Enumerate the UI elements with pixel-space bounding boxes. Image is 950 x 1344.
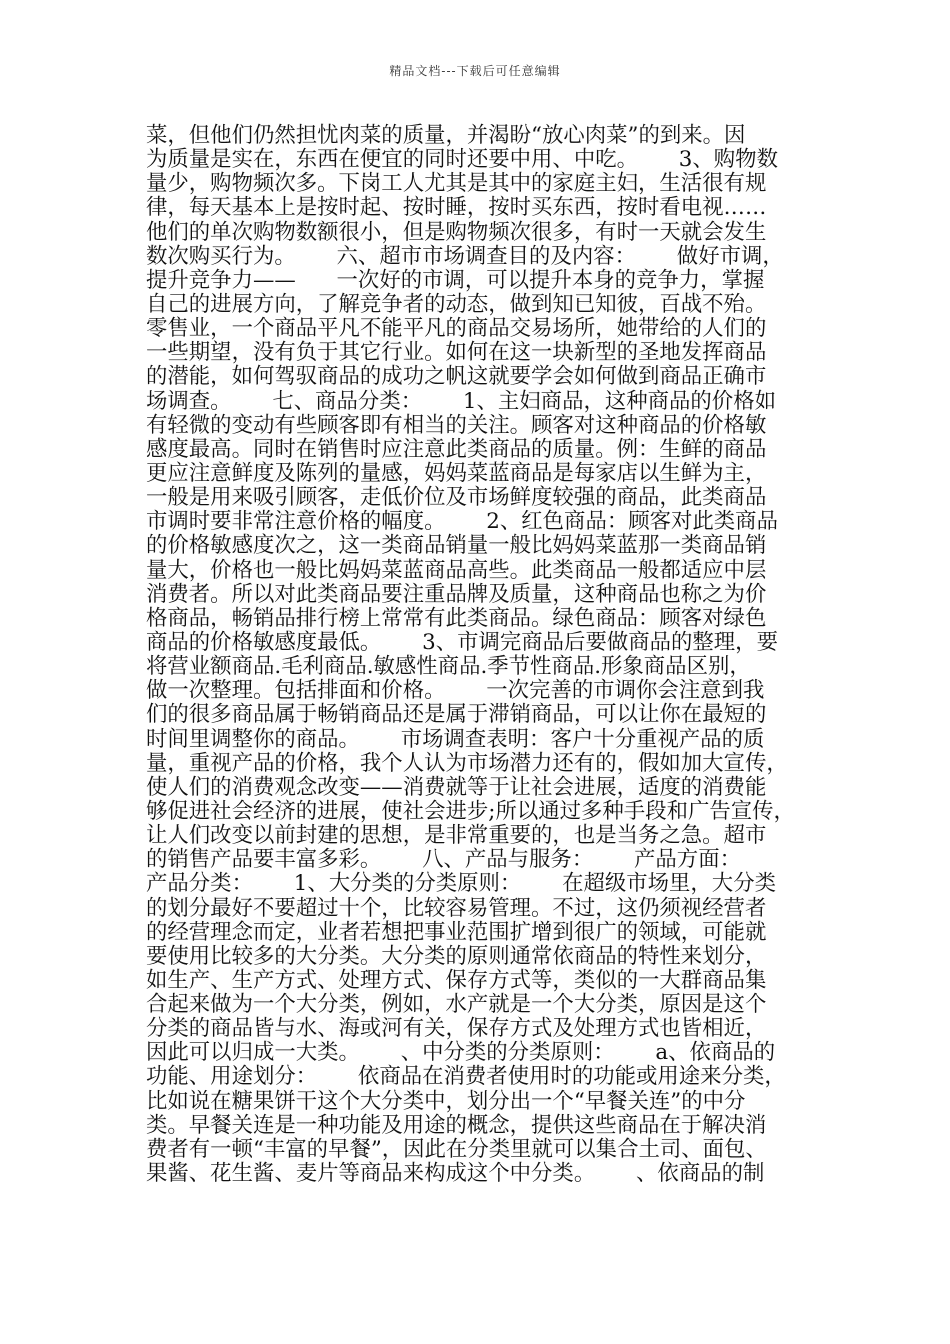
text-line: 比如说在糖果饼干这个大分类中，划分出一个“早餐关连”的中分 <box>146 1088 746 1114</box>
text-line: 一般是用来吸引顾客，走低价位及市场鲜度较强的商品，此类商品 <box>146 485 767 511</box>
page-header: 精品文档---下载后可任意编辑 <box>389 64 561 78</box>
text-line: 产品分类： 1、大分类的分类原则： 在超级市场里，大分类 <box>146 871 776 897</box>
text-line: 时间里调整你的商品。 市场调查表明：客户十分重视产品的质 <box>146 726 765 752</box>
text-line: 为质量是实在，东西在便宜的同时还要中用、中吃。 3、购物数 <box>146 147 778 173</box>
text-line: 的划分最好不要超过十个，比较容易管理。不过，这仍须视经营者 <box>146 895 767 921</box>
text-line: 场调查。 七、商品分类： 1、主妇商品，这种商品的价格如 <box>146 388 776 414</box>
text-line: 合起来做为一个大分类，例如，水产就是一个大分类，原因是这个 <box>146 992 767 1018</box>
text-line: 分类的商品皆与水、海或河有关，保存方式及处理方式也皆相近， <box>146 1016 767 1042</box>
text-line: 量大，价格也一般比妈妈菜蓝商品高些。此类商品一般都适应中层 <box>146 557 767 583</box>
text-line: 一些期望，没有负于其它行业。如何在这一块新型的圣地发挥商品 <box>146 340 767 366</box>
text-line: 费者有一顿“丰富的早餐”，因此在分类里就可以集合土司、面包、 <box>146 1136 767 1162</box>
text-line: 商品的价格敏感度最低。 3、市调完商品后要做商品的整理，要 <box>146 629 778 655</box>
text-line: 的价格敏感度次之，这一类商品销量一般比妈妈菜蓝那一类商品销 <box>146 533 767 559</box>
text-line: 够促进社会经济的进展，使社会进步;所以通过多种手段和广告宣传， <box>146 798 795 824</box>
text-line: 格商品，畅销品排行榜上常常有此类商品。绿色商品：顾客对绿色 <box>146 605 767 631</box>
text-line: 的潜能，如何驾驭商品的成功之帆这就要学会如何做到商品正确市 <box>146 364 767 390</box>
text-line: 将营业额商品.毛利商品.敏感性商品.季节性商品.形象商品区别， <box>146 654 751 680</box>
text-line: 数次购买行为。 六、超市市场调查目的及内容： 做好市调， <box>146 243 784 269</box>
text-line: 他们的单次购物数额很小，但是购物频次很多，有时一天就会发生 <box>146 219 767 245</box>
text-line: 消费者。所以对此类商品要注重品牌及质量，这种商品也称之为价 <box>146 581 767 607</box>
text-line: 菜，但他们仍然担忧肉菜的质量，并渴盼“放心肉菜”的到来。因 <box>146 123 746 148</box>
body-text <box>146 124 814 1186</box>
text-line: 让人们改变以前封建的思想，是非常重要的，也是当务之急。超市 <box>146 823 767 849</box>
text-line: 量少，购物频次多。下岗工人尤其是其中的家庭主妇，生活很有规 <box>146 171 767 197</box>
text-line: 市调时要非常注意价格的幅度。 2、红色商品：顾客对此类商品 <box>146 509 778 535</box>
text-line: 使人们的消费观念改变——消费就等于让社会进展，适度的消费能 <box>146 774 767 800</box>
text-line: 们的很多商品属于畅销商品还是属于滞销商品，可以让你在最短的 <box>146 702 767 728</box>
text-line: 感度最高。同时在销售时应注意此类商品的质量。例：生鲜的商品 <box>146 436 767 462</box>
text-line: 如生产、生产方式、处理方式、保存方式等，类似的一大群商品集 <box>146 967 767 993</box>
text-line: 功能、用途划分： 依商品在消费者使用时的功能或用途来分类， <box>146 1064 786 1090</box>
text-line: 更应注意鲜度及陈列的量感，妈妈菜蓝商品是每家店以生鲜为主， <box>146 460 767 486</box>
text-line: 自己的进展方向，了解竞争者的动态，做到知已知彼，百战不殆。 <box>146 291 767 317</box>
text-line: 要使用比较多的大分类。大分类的原则通常依商品的特性来划分， <box>146 943 767 969</box>
text-line: 因此可以归成一大类。 、中分类的分类原则： a、依商品的 <box>146 1040 776 1066</box>
text-line: 的经营理念而定，业者若想把事业范围扩增到很广的领域，可能就 <box>146 919 767 945</box>
text-line: 类。早餐关连是一种功能及用途的概念，提供这些商品在于解决消 <box>146 1112 767 1138</box>
text-line: 零售业，一个商品平凡不能平凡的商品交易场所，她带给的人们的 <box>146 316 767 342</box>
text-line: 提升竞争力—— 一次好的市调，可以提升本身的竞争力，掌握 <box>146 267 765 293</box>
text-line: 量，重视产品的价格，我个人认为市场潜力还有的，假如加大宣传， <box>146 750 788 776</box>
text-line: 有轻微的变动有些顾客即有相当的关注。顾客对这种商品的价格敏 <box>146 412 767 438</box>
text-line: 果酱、花生酱、麦片等商品来构成这个中分类。 、依商品的制 <box>146 1161 765 1187</box>
text-line: 的销售产品要丰富多彩。 八、产品与服务： 产品方面： <box>146 847 741 873</box>
text-line: 律，每天基本上是按时起、按时睡，按时买东西，按时看电视…… <box>146 195 767 221</box>
text-line: 做一次整理。包括排面和价格。 一次完善的市调你会注意到我 <box>146 678 765 704</box>
